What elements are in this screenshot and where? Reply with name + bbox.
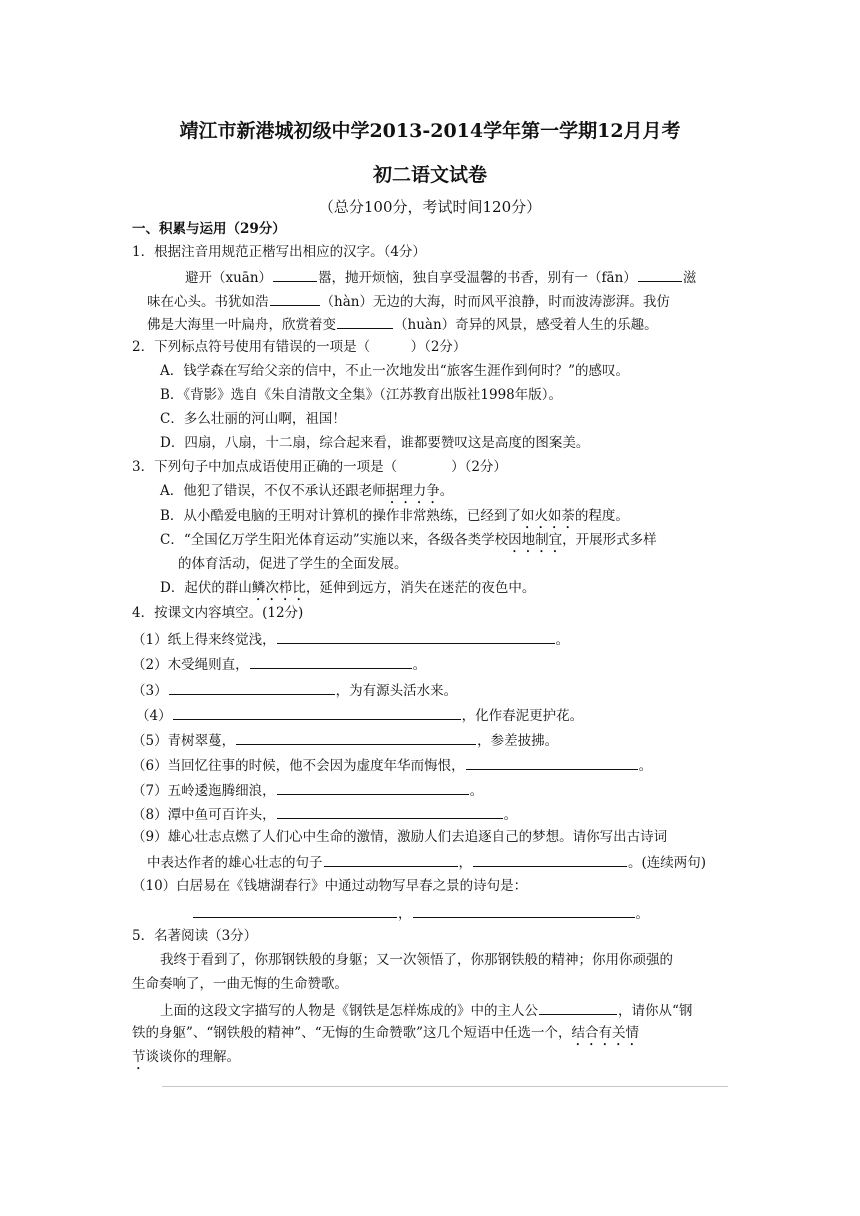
q4-text: （6）当回忆往事的时候，他不会因为虚度年华而悔恨， xyxy=(132,758,465,774)
q1-text: 避开（xuān） xyxy=(185,270,273,286)
q4-text: 。 xyxy=(412,657,427,673)
q4-item-1 xyxy=(132,628,569,650)
q3-text: ，延伸到远方，消失在迷茫的夜色中。 xyxy=(305,580,536,596)
q1-text: 滋 xyxy=(682,270,697,286)
q4-blank-8[interactable] xyxy=(277,803,503,819)
q4-text: 。 xyxy=(469,783,484,799)
q3-text: 的程度。 xyxy=(574,508,629,524)
exam-title: 靖江市新港城初级中学2013-2014学年第一学期12月月考 xyxy=(179,120,681,142)
q5-passage-1: 我终于看到了，你那钢铁般的身躯；又一次领悟了，你那钢铁般的精神；你用你顽强的 xyxy=(160,952,673,968)
q4-text: （7）五岭逶迤腾细浪， xyxy=(132,783,276,799)
q3-text: D．起伏的群山 xyxy=(160,580,252,596)
q5-text: 铁的身躯”、“钢铁般的精神”、“无悔的生命赞歌”这几个短语中任选一个， xyxy=(132,1025,572,1041)
q4-text: （5）青树翠蔓， xyxy=(132,733,236,749)
q4-text: 。 xyxy=(635,906,649,922)
q5-stem: 5．名著阅读（3分） xyxy=(132,928,258,944)
q4-text: ，参差披拂。 xyxy=(477,733,559,749)
section-heading: 一、积累与运用（29分） xyxy=(132,221,286,237)
q4-item-6 xyxy=(132,754,652,776)
q3-text: ，开展形式多样 xyxy=(562,532,657,548)
q3-option-d xyxy=(160,578,535,604)
q3-option-a xyxy=(160,481,453,507)
q4-item-9-cont xyxy=(147,851,706,873)
q1-blank-fan[interactable] xyxy=(638,266,682,282)
q4-blank-3[interactable] xyxy=(169,679,335,695)
q5-text: 谈谈你的理解。 xyxy=(145,1049,240,1065)
q4-text: 中表达作者的雄心壮志的句子 xyxy=(147,855,323,871)
q4-text: 。 xyxy=(638,758,653,774)
q4-text: （1）纸上得来终觉浅， xyxy=(132,632,276,648)
q1-line3 xyxy=(147,313,658,335)
q4-item-9: （9）雄心壮志点燃了人们心中生命的激情，激励人们去追逐自己的梦想。请你写出古诗词 xyxy=(132,829,668,845)
q1-line2 xyxy=(147,290,670,312)
q1-blank-han[interactable] xyxy=(270,290,320,306)
q5-dotted-text: 结合有关情 xyxy=(571,1025,640,1041)
q4-text: （4） xyxy=(136,708,172,724)
q3-text: A．他犯了错误，不仅不承认还跟老师 xyxy=(160,483,386,499)
q2-option-a: A．钱学森在写给父亲的信中，不止一次地发出“旅客生涯作到何时？”的感叹。 xyxy=(160,363,630,379)
q2-option-c: C．多么壮丽的河山啊，祖国！ xyxy=(160,411,346,427)
q4-blank-7[interactable] xyxy=(277,779,469,795)
answer-line[interactable] xyxy=(162,1086,728,1087)
q4-blank-2[interactable] xyxy=(250,653,412,669)
exam-subtitle: 初二语文试卷 xyxy=(372,164,487,186)
q4-blank-5[interactable] xyxy=(236,729,476,745)
q3-option-b xyxy=(160,506,629,532)
q4-text: ，化作春泥更护花。 xyxy=(461,708,584,724)
q1-text: 嚣，抛开烦恼，独自享受温馨的书香，别有一（fān） xyxy=(318,270,637,286)
q4-blank-9a[interactable] xyxy=(324,851,458,867)
q5-text: 上面的这段文字描写的人物是《钢铁是怎样炼成的》中的主人公 xyxy=(160,1003,538,1019)
exam-info: （总分100分，考试时间120分） xyxy=(318,198,542,216)
q1-text: 佛是大海里一叶扁舟，欣赏着变 xyxy=(147,317,336,333)
q4-text: ， xyxy=(458,855,472,871)
q4-blank-10b[interactable] xyxy=(413,902,635,918)
q4-text: ， xyxy=(398,906,412,922)
q1-text: （huàn）奇异的风景，感受着人生的乐趣。 xyxy=(394,317,658,333)
q4-item-5 xyxy=(132,729,558,751)
q3-text: B．从小酷爱电脑的王明对计算机的操作非常熟练，已经到了 xyxy=(160,508,521,524)
q4-item-4 xyxy=(136,704,583,726)
q4-item-2 xyxy=(132,653,426,675)
q2-option-d: D．四扇，八扇，十二扇，综合起来看，谁都要赞叹这是高度的图案美。 xyxy=(160,435,590,451)
q4-blank-9b[interactable] xyxy=(473,851,627,867)
q3-text: C．“全国亿万学生阳光体育运动”实施以来，各级各类学校 xyxy=(160,532,509,548)
q4-text: 。(连续两句) xyxy=(628,855,707,871)
q4-text: 。 xyxy=(555,632,570,648)
q4-text: （8）潭中鱼可百许头， xyxy=(132,807,276,823)
q5-blank-protagonist[interactable] xyxy=(539,999,617,1015)
q5-question-2 xyxy=(132,1023,639,1049)
q3-dotted-idiom: 据理力争 xyxy=(385,483,440,499)
q4-text: （3） xyxy=(132,683,168,699)
q5-question-3 xyxy=(132,1047,240,1073)
q4-text: ，为有源头活水来。 xyxy=(335,683,458,699)
q3-dotted-idiom: 如火如荼 xyxy=(520,508,575,524)
q4-blank-4[interactable] xyxy=(173,704,461,720)
q4-blank-1[interactable] xyxy=(277,628,555,644)
q1-text: （hàn）无边的大海，时而风平浪静，时而波涛澎湃。我仿 xyxy=(320,294,670,310)
q4-blank-6[interactable] xyxy=(466,754,638,770)
q5-text: ，请你从“钢 xyxy=(618,1003,693,1019)
q5-dotted-text: 节 xyxy=(132,1049,146,1065)
q5-question-1 xyxy=(160,999,692,1021)
q4-text: 。 xyxy=(503,807,518,823)
q3-dotted-idiom: 因地制宜 xyxy=(508,532,563,548)
q1-text: 味在心头。书犹如浩 xyxy=(147,294,269,310)
q3-option-c xyxy=(160,530,657,556)
q1-blank-xuan[interactable] xyxy=(273,266,317,282)
q4-item-10: （10）白居易在《钱塘湖春行》中通过动物写早春之景的诗句是： xyxy=(132,878,528,894)
q3-stem: 3．下列句子中加点成语使用正确的一项是（ ）（2分） xyxy=(132,459,507,475)
q2-option-b: B．《背影》选自《朱自清散文全集》（江苏教育出版社1998年版）。 xyxy=(160,387,563,403)
q4-item-10-cont xyxy=(192,902,649,924)
q3-option-c-cont: 的体育活动，促进了学生的全面发展。 xyxy=(178,556,408,572)
q1-line1 xyxy=(185,266,696,288)
q2-stem: 2．下列标点符号使用有错误的一项是（ ）（2分） xyxy=(132,339,467,355)
q5-passage-2: 生命奏响了，一曲无悔的生命赞歌。 xyxy=(132,976,348,992)
q4-item-3 xyxy=(132,679,457,701)
q4-stem: 4．按课文内容填空。(12分) xyxy=(132,605,304,621)
q4-item-8 xyxy=(132,803,517,825)
q4-blank-10a[interactable] xyxy=(193,902,397,918)
q3-text: 。 xyxy=(439,483,454,499)
q3-dotted-idiom: 鳞次栉比 xyxy=(251,580,306,596)
q1-stem: 1．根据注音用规范正楷写出相应的汉字。（4分） xyxy=(132,244,426,260)
q4-item-7 xyxy=(132,779,483,801)
q4-text: （2）木受绳则直， xyxy=(132,657,249,673)
q1-blank-huan[interactable] xyxy=(337,313,393,329)
